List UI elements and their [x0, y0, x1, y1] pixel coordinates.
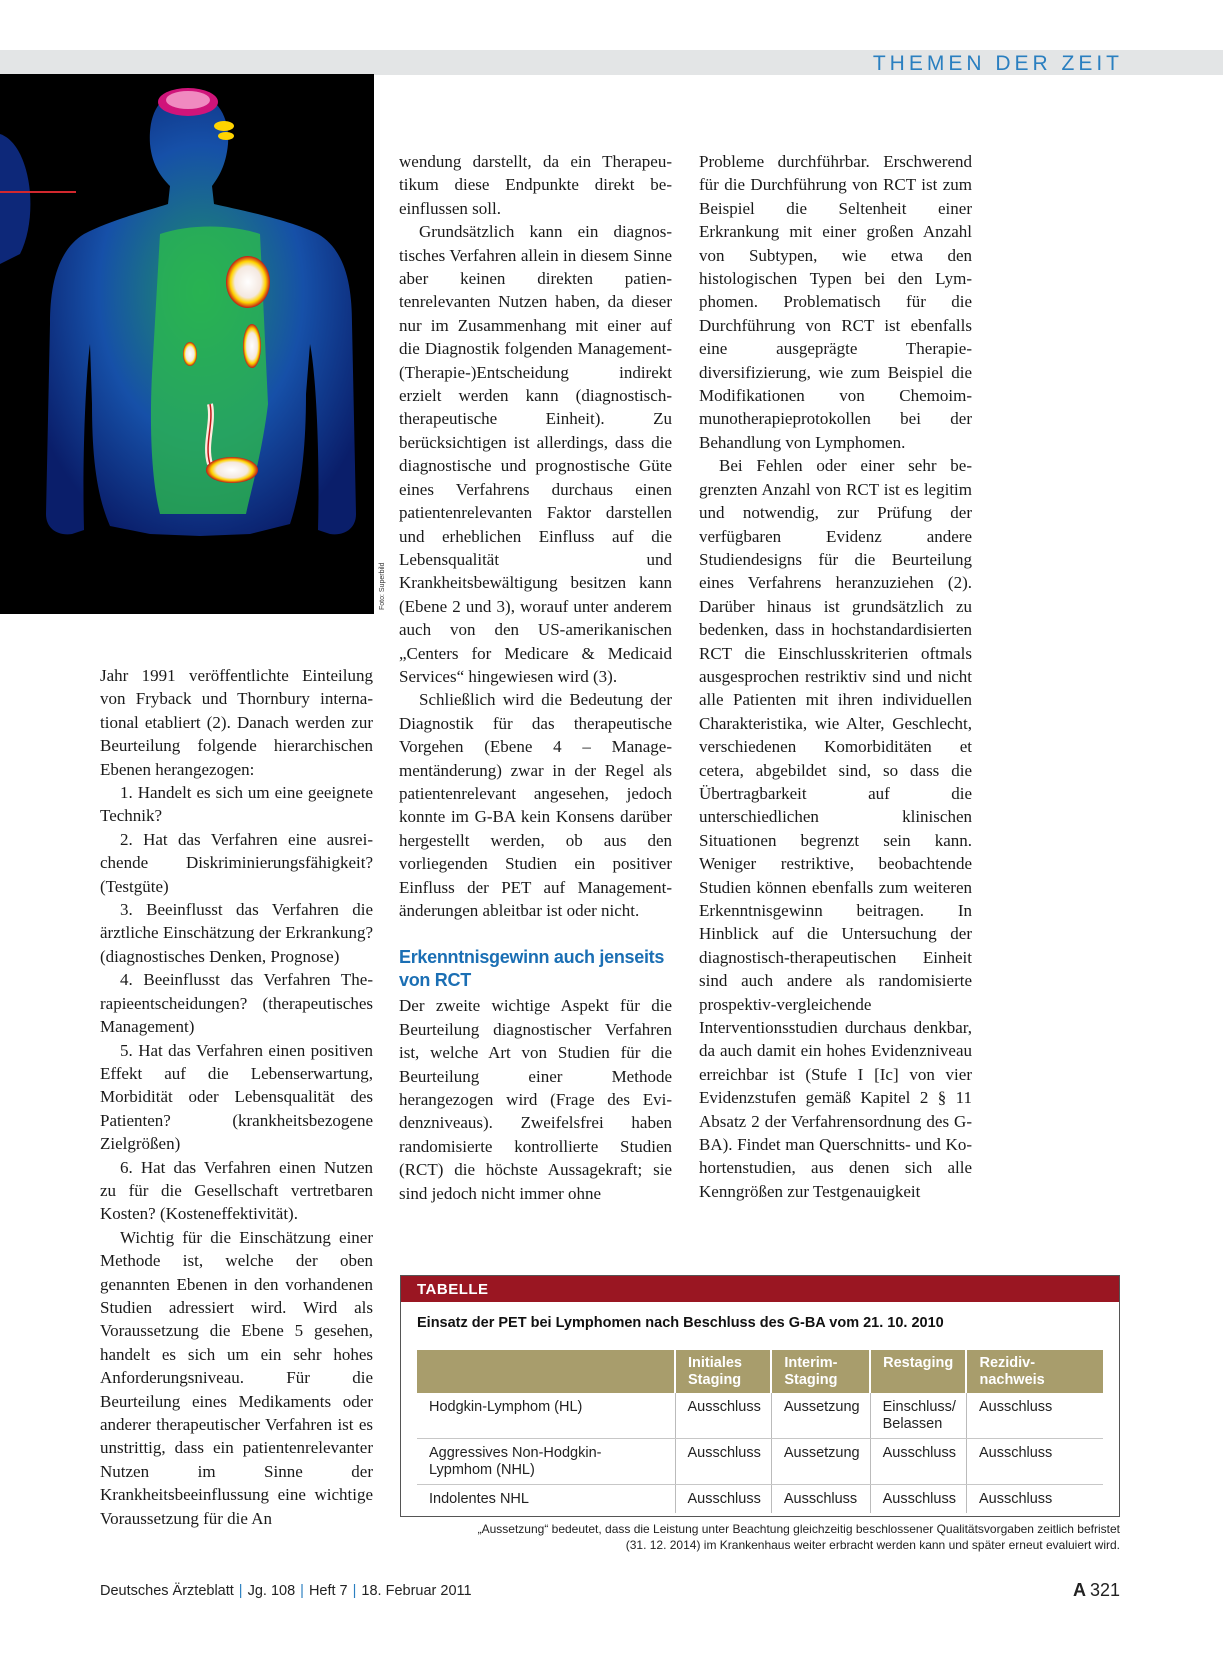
table-cell: Aussetzung [771, 1439, 870, 1485]
list-item: 5. Hat das Verfahren einen positiven Effekt auf die Lebenserwartung, Morbidität oder Lebensqualität des Patienten? (krankheitsbezogene Zielgrößen) [100, 1040, 373, 1154]
table-header-cell: Interim-Staging [771, 1350, 870, 1393]
table-header-cell: Initiales Staging [675, 1350, 771, 1393]
page-footer [100, 1583, 472, 1599]
table-row [417, 1485, 1103, 1514]
footer-separator: | [300, 1583, 304, 1599]
table-cell: Ausschluss [870, 1439, 966, 1485]
table-cell: Einschluss/ Belassen [870, 1393, 966, 1439]
table-cell: Ausschluss [675, 1439, 771, 1485]
text-column-3 [699, 150, 972, 1203]
list-item: 4. Beeinflusst das Verfahren Therapieentscheidungen? (therapeutisches Management) [100, 970, 373, 1037]
table-cell: Indolentes NHL [429, 1491, 529, 1507]
paragraph: Probleme durchführbar. Erschwerend für die Durchführung von RCT ist zum Beispiel die Seltenheit einer Erkrankung mit einer großen Anzahl von Subtypen, wie etwa den histologischen Typen bei den Lymphomen. Problematisch für die Durchführung von RCT ist ebenfalls eine ausgeprägte Therapiediversifizierung, wie zum Beispiel die Modifikationen von Chemoimmunotherapieprotokollen bei der Behandlung von Lymphomen. [699, 152, 972, 452]
table-row [417, 1393, 1103, 1439]
table-row [417, 1439, 1103, 1485]
paragraph: Grundsätzlich kann ein diagnostisches Verfahren allein in diesem Sinne aber keinen direkten patientenrelevanten Nutzen haben, da dieser nur im Zusammenhang mit einer auf die Diagnostik folgenden Management-(Therapie-)Entscheidung indirekt erzielt werden kann (diagnostisch-therapeutische Einheit). Zu berücksichtigen ist allerdings, dass die diagnostische und prognostische Güte eines Verfahrens durchaus einen patientenrelevanten Faktor darstellen und erheblichen Einfluss auf die Lebensqualität und Krankheitsbewältigung besitzen kann (Ebene 2 und 3), worauf unter anderem auch von den US-amerikanischen „Centers for Medicare & Medicaid Services“ hingewiesen wird (3). [399, 222, 672, 686]
photo-credit: Foto: Superbild [379, 562, 386, 610]
table-cell: Ausschluss [966, 1393, 1103, 1439]
list-item: 2. Hat das Verfahren eine ausreichende Diskriminierungsfähigkeit? (Testgüte) [100, 829, 373, 896]
text-column-1 [100, 664, 373, 1530]
footnote-line: (31. 12. 2014) im Krankenhaus weiter erbracht werden kann und später erneut evaluiert wird. [625, 1538, 1120, 1552]
paragraph: Jahr 1991 veröffentlichte Einteilung von Fryback und Thornbury international etabliert (2). Danach werden zur Beurteilung folgende hierarchischen Ebenen herangezogen: [100, 666, 373, 779]
footnote-line: „Aussetzung“ bedeutet, dass die Leistung unter Beachtung gleichzeitig beschlossener Qualitätsvorgaben zeitlich befristet [477, 1522, 1120, 1536]
list-item: 6. Hat das Verfahren einen Nutzen zu für die Gesellschaft vertretbaren Kosten? (Kosteneffektivität). [100, 1157, 373, 1224]
pet-decision-table [417, 1350, 1103, 1513]
page-number [1073, 1580, 1120, 1601]
table-cell: Hodgkin-Lymphom (HL) [417, 1393, 675, 1439]
list-item: 3. Beeinflusst das Verfahren die ärztliche Einschätzung der Erkrankung? (diagnostisches Denken, Prognose) [100, 900, 373, 966]
issue-date: 18. Februar 2011 [361, 1583, 472, 1599]
paragraph: Bei Fehlen oder einer sehr begrenzten Anzahl von RCT ist es legitim und notwendig, zur Prüfung der verfügbaren Evidenz andere Studiendesigns für die Beurteilung eines Verfahrens heranzuziehen (2). Darüber hinaus ist grundsätzlich zu bedenken, dass in hochstandardisierten RCT die Einschlusskriterien oftmals ausgesprochen restriktiv sind und nicht alle Patienten mit ihren individuellen Charakteristika, wie Alter, Geschlecht, verschiedenen Komorbiditäten et cetera, abgebildet sind, so dass die Übertragbarkeit auf die unterschiedlichen klinischen Situationen begrenzt sein kann. Weniger restriktive, beobachtende Studien können ebenfalls zum weiteren Erkenntnisgewinn beitragen. In Hinblick auf die Untersuchung der diagnostisch-therapeutischen Einheit sind auch andere als randomisierte prospektiv-vergleichende Interventionsstudien durchaus denkbar, da auch damit ein hohes Evidenzniveau erreichbar ist (Stufe I [Ic] von vier Evidenzstufen gemäß Kapitel 2 § 11 Absatz 2 der Verfahrensordnung des G-BA). Findet man Querschnitts- und Kohortenstudien, aus denen sich alle Kenngrößen zur Testgenauigkeit [699, 456, 972, 1201]
list-item: 1. Handelt es sich um eine geeignete Technik? [100, 783, 373, 826]
paragraph: wendung darstellt, da ein Therapeutikum diese Endpunkte direkt beeinflussen soll. [399, 152, 672, 218]
table-cell: Ausschluss [870, 1485, 966, 1514]
table-cell: Ausschluss [675, 1485, 771, 1514]
journal-volume: Jg. 108 [247, 1583, 296, 1599]
table-footnote [440, 1521, 1120, 1553]
table-cell: Ausschluss [966, 1485, 1103, 1514]
footer-separator: | [238, 1583, 243, 1599]
text-column-2 [399, 150, 672, 1205]
section-subheading: Erkenntnisgewinn auch jenseits von RCT [399, 947, 665, 991]
table-label: TABELLE [401, 1276, 1119, 1302]
table-caption: Einsatz der PET bei Lymphomen nach Beschluss des G-BA vom 21. 10. 2010 [417, 1315, 944, 1331]
table-header-cell [417, 1350, 675, 1393]
pet-table-box [400, 1275, 1120, 1517]
table-cell: Ausschluss [675, 1393, 771, 1439]
journal-name: Deutsches Ärzteblatt [100, 1583, 234, 1599]
page-prefix: A [1072, 1580, 1086, 1600]
paragraph: Schließlich wird die Bedeutung der Diagnostik für das therapeutische Vorgehen (Ebene 4 – Managementänderung) zwar in der Regel als patientenrelevant angesehen, jedoch konnte im G-BA kein Konsens darüber hergestellt werden, ob aus den vorliegenden Studien ein positiver Einfluss der PET auf Managementänderungen ableitbar ist oder nicht. [399, 690, 672, 920]
table-cell: Ausschluss [771, 1485, 870, 1514]
table-cell: Aussetzung [771, 1393, 870, 1439]
table-header-row [417, 1350, 1103, 1393]
page-number-value: 321 [1089, 1580, 1120, 1600]
footer-separator: | [352, 1583, 357, 1599]
paragraph: Der zweite wichtige Aspekt für die Beurteilung diagnostischer Verfahren ist, welche Art von Studien für die Beurteilung einer Methode herangezogen wird (Frage des Evidenzniveaus). Zweifelsfrei haben randomisierte kontrollierte Studien (RCT) die höchste Aussagekraft; sie sind jedoch nicht immer ohne [399, 996, 672, 1203]
section-title: THEMEN DER ZEIT [872, 52, 1123, 75]
pet-scan-image [0, 74, 374, 614]
journal-issue: Heft 7 [308, 1583, 348, 1599]
table-cell: Aggressives Non-Hodgkin-Lypmhom (NHL) [417, 1439, 675, 1485]
table-header-cell: Rezidiv-nachweis [966, 1350, 1103, 1393]
question-list [100, 781, 373, 1226]
table-cell: Ausschluss [966, 1439, 1103, 1485]
paragraph: Wichtig für die Einschätzung einer Methode ist, welche der oben genannten Ebenen in den vorhandenen Studien adressiert wird. Wird als Voraussetzung die Ebene 5 gesehen, handelt es sich um ein sehr hohes Anforderungsniveau. Für die Beurteilung eines Medikaments oder anderer therapeutischer Verfahren ist es unstrittig, dass ein patientenrelevanter Nutzen im Sinne der Krankheitsbeeinflussung eine wichtige Voraussetzung für die An [100, 1227, 373, 1528]
table-header-cell: Restaging [870, 1350, 966, 1393]
